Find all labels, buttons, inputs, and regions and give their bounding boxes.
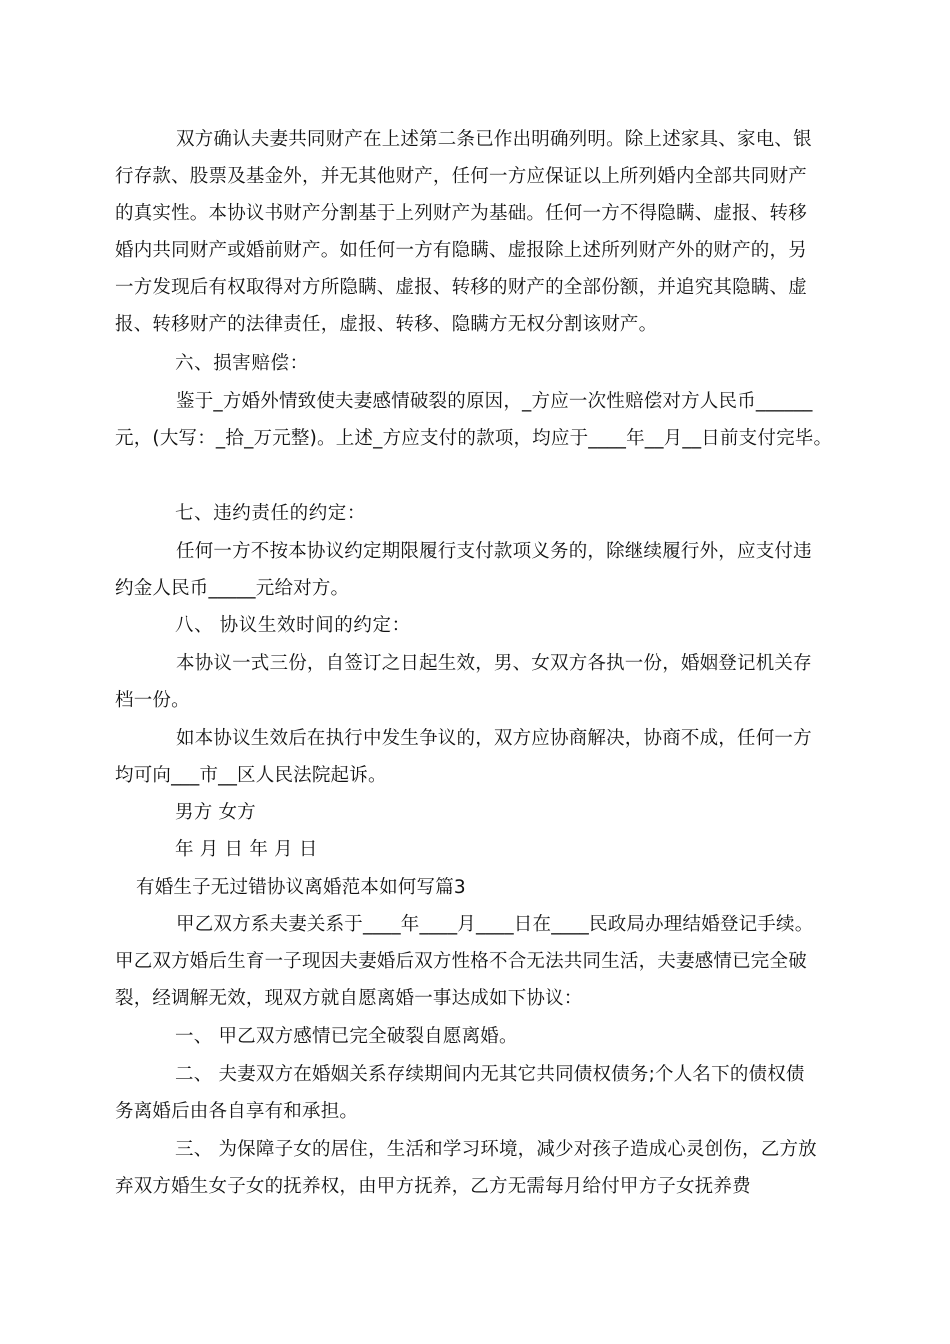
clause-line: 二、 夫妻双方在婚姻关系存续期间内无其它共同债权债务;个人名下的债权债 (175, 1064, 805, 1085)
clause-line: 一、 甲乙双方感情已完全破裂自愿离婚。 (175, 1026, 518, 1047)
paragraph-line: 本协议一式三份，自签订之日起生效，男、女双方各执一份，婚姻登记机关存 (176, 653, 812, 674)
paragraph-line: 甲乙双方婚后生育一子现因夫妻婚后双方性格不合无法共同生活，夫妻感情已完全破 (115, 951, 807, 972)
paragraph-line: 双方确认夫妻共同财产在上述第二条已作出明确列明。除上述家具、家电、银 (176, 129, 812, 150)
signature-dates: 年 月 日 年 月 日 (175, 839, 318, 860)
paragraph-line: 一方发现后有权取得对方所隐瞒、虚报、转移的财产的全部份额，并追究其隐瞒、虚 (115, 277, 807, 298)
article-title: 有婚生子无过错协议离婚范本如何写篇3 (136, 877, 466, 898)
paragraph-line: 元，(大写：_拾_万元整)。上述_方应支付的款项，均应于____年__月__日前支付完毕。 (115, 428, 833, 449)
paragraph-line: 行存款、股票及基金外，并无其他财产，任何一方应保证以上所列婚内全部共同财产 (115, 166, 807, 187)
paragraph-line: 任何一方不按本协议约定期限履行支付款项义务的，除继续履行外，应支付违 (176, 541, 812, 562)
paragraph-line: 甲乙双方系夫妻关系于____年____月____日在____民政局办理结婚登记手续。 (176, 914, 814, 935)
paragraph-line: 报、转移财产的法律责任，虚报、转移、隐瞒方无权分割该财产。 (115, 314, 658, 335)
paragraph-line: 务离婚后由各自享有和承担。 (115, 1101, 359, 1122)
clause-line: 三、 为保障子女的居住，生活和学习环境，减少对孩子造成心灵创伤，乙方放 (175, 1139, 817, 1160)
paragraph-line: 如本协议生效后在执行中发生争议的，双方应协商解决，协商不成，任何一方 (176, 728, 812, 749)
section-heading: 八、 协议生效时间的约定： (175, 615, 411, 636)
paragraph-line: 弃双方婚生女子女的抚养权，由甲方抚养，乙方无需每月给付甲方子女抚养费 (115, 1176, 751, 1197)
paragraph-line: 裂，经调解无效，现双方就自愿离婚一事达成如下协议： (115, 988, 583, 1009)
paragraph-line: 鉴于_方婚外情致使夫妻感情破裂的原因，_方应一次性赔偿对方人民币______ (176, 391, 813, 412)
section-heading: 七、违约责任的约定： (175, 503, 367, 524)
paragraph-line: 档一份。 (115, 690, 190, 711)
paragraph-line: 的真实性。本协议书财产分割基于上列财产为基础。任何一方不得隐瞒、虚报、转移 (115, 203, 807, 224)
paragraph-line: 约金人民币_____元给对方。 (115, 578, 350, 599)
paragraph-line: 婚内共同财产或婚前财产。如任何一方有隐瞒、虚报除上述所列财产外的财产的，另 (115, 240, 807, 261)
signature-parties: 男方 女方 (175, 802, 256, 823)
section-heading: 六、损害赔偿： (175, 353, 309, 374)
paragraph-line: 均可向___市__区人民法院起诉。 (115, 765, 387, 786)
